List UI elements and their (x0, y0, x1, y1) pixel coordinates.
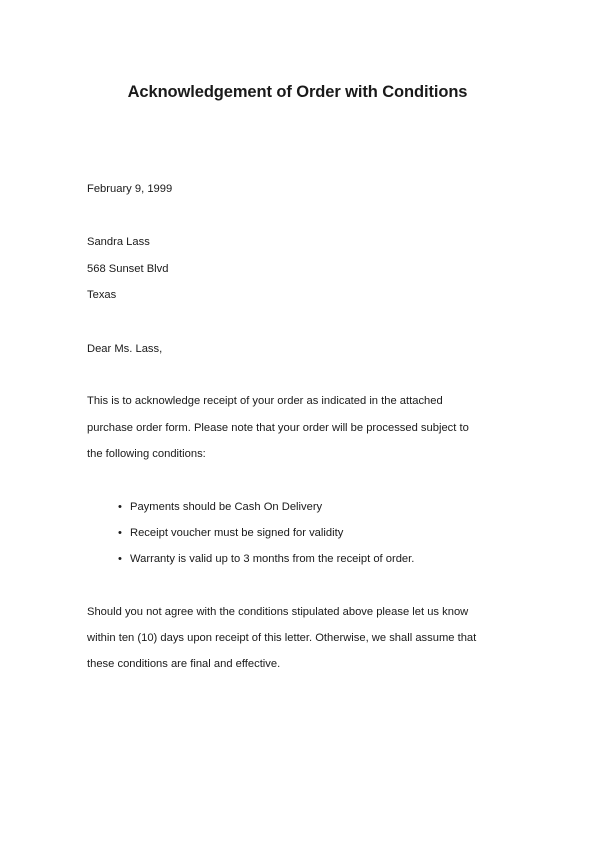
salutation: Dear Ms. Lass, (87, 343, 163, 355)
bullet-icon: • (118, 553, 122, 565)
closing-line: these conditions are final and effective. (87, 658, 281, 670)
recipient-street: 568 Sunset Blvd (87, 263, 169, 275)
intro-line: This is to acknowledge receipt of your order as indicated in the attached (87, 395, 443, 407)
document-title: Acknowledgement of Order with Conditions (127, 83, 468, 101)
condition-text: Warranty is valid up to 3 months from the receipt of order. (130, 553, 415, 565)
bullet-icon: • (118, 501, 122, 513)
condition-item (118, 552, 415, 566)
condition-item (118, 526, 344, 540)
condition-text: Receipt voucher must be signed for validity (130, 527, 344, 539)
intro-line: purchase order form. Please note that your order will be processed subject to (87, 422, 469, 434)
closing-line: within ten (10) days upon receipt of this letter. Otherwise, we shall assume that (87, 632, 477, 644)
intro-line: the following conditions: (87, 448, 206, 460)
condition-item (118, 500, 323, 514)
closing-line: Should you not agree with the conditions stipulated above please let us know (87, 606, 469, 618)
recipient-state: Texas (87, 289, 117, 301)
condition-text: Payments should be Cash On Delivery (130, 501, 323, 513)
letter-date: February 9, 1999 (87, 183, 173, 195)
recipient-name: Sandra Lass (87, 236, 150, 248)
bullet-icon: • (118, 527, 122, 539)
